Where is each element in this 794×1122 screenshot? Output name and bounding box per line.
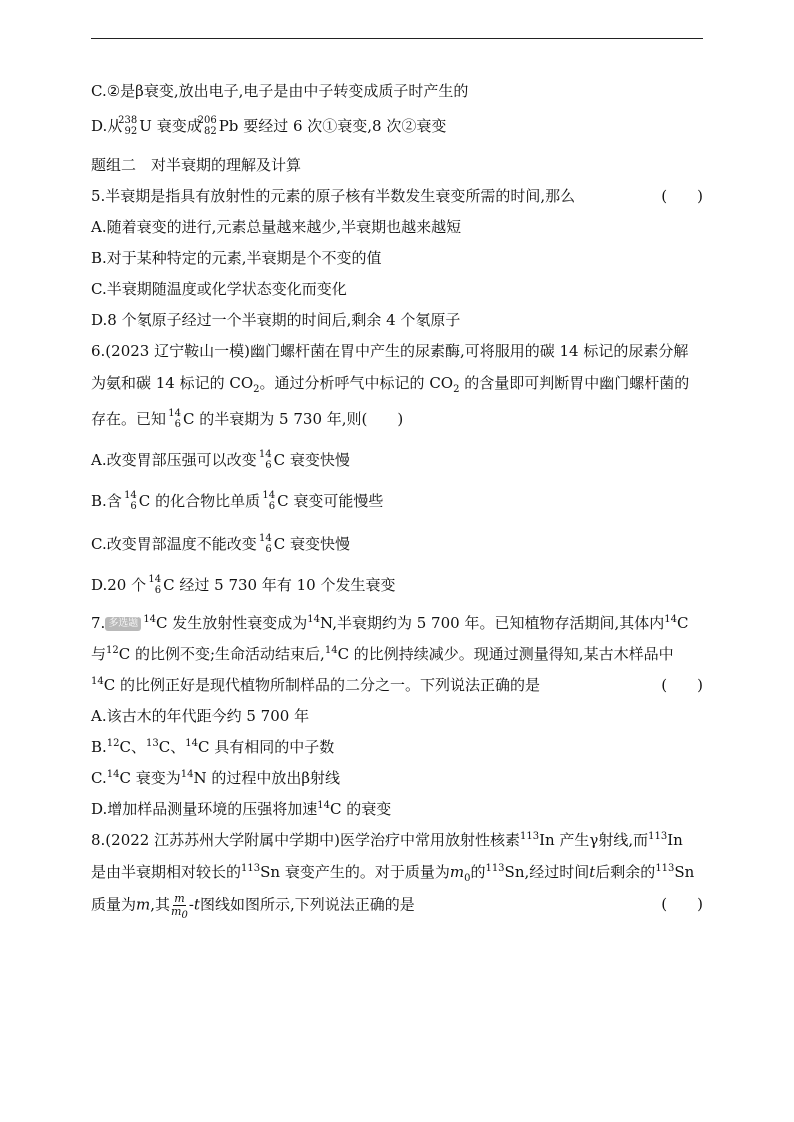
multi-choice-tag: 多选题 (105, 617, 141, 631)
q6-stem-line1: 6.(2023 辽宁鞍山一模)幽门螺杆菌在胃中产生的尿素酶,可将服用的碳 14 标记的尿素分解 (91, 342, 689, 360)
nuclide-u238: 238 92 (118, 115, 138, 137)
q7-stem-line3: $^{14}$C 的比例正好是现代植物所制样品的二分之一。下列说法正确的是 ( ) (91, 676, 703, 694)
group-heading: 题组二 对半衰期的理解及计算 (91, 156, 302, 174)
q7-option-d: D.增加样品测量环境的压强将加速$^{14}$C 的衰变 (91, 800, 392, 818)
nuclide-c14: 14 6 (258, 449, 272, 471)
q7-option-b: B.$^{12}$C、$^{13}$C、$^{14}$C 具有相同的中子数 (91, 738, 335, 756)
nuclide-c14: 14 6 (262, 490, 276, 512)
nuclide-c14: 14 6 (148, 574, 162, 596)
q7-option-a: A.该古木的年代距今约 5 700 年 (91, 707, 310, 725)
q7-stem-line1: 7. 多选题 $^{14}$C 发生放射性衰变成为$^{14}$N,半衰期约为 5 700 年。已知植物存活期间,其体内$^{14}$C (91, 614, 689, 632)
q8-stem-line3: 质量为m,其 $\frac{m}{m_0}$ -t图线如图所示,下列说法正确的是 ( ) (91, 892, 703, 922)
q7-option-c: C.$^{14}$C 衰变为$^{14}$N 的过程中放出β射线 (91, 769, 341, 787)
nuclide-c14: 14 6 (124, 490, 137, 512)
q5-option-d: D.8 个氡原子经过一个半衰期的时间后,剩余 4 个氡原子 (91, 311, 461, 329)
q6-option-b: B.含 14 6 C 的化合物比单质 14 6 C 衰变可能慢些 (91, 490, 384, 512)
nuclide-c14: 14 6 (258, 533, 272, 555)
answer-paren: ( ) (661, 895, 703, 913)
q7-stem-line2: 与$^{12}$C 的比例不变;生命活动结束后,$^{14}$C 的比例持续减少。现通过测量得知,某古木样品中 (91, 645, 674, 663)
q6-stem-line3: 存在。已知 14 6 C 的半衰期为 5 730 年,则( ) (91, 408, 404, 430)
header-rule (91, 38, 703, 39)
answer-paren: ( ) (661, 187, 703, 205)
q8-stem-line2: 是由半衰期相对较长的$^{113}$Sn 衰变产生的。对于质量为$m_0$的$^{113}$Sn,经过时间t后剩余的$^{113}$Sn (91, 863, 695, 884)
q5-option-a: A.随着衰变的进行,元素总量越来越少,半衰期也越来越短 (91, 218, 462, 236)
fraction-m-over-m0: $\frac{m}{m_0}$ (171, 892, 188, 922)
q6-option-c: C.改变胃部温度不能改变 14 6 C 衰变快慢 (91, 533, 350, 555)
q5-option-b: B.对于某种特定的元素,半衰期是个不变的值 (91, 249, 382, 267)
q5-stem: 5.半衰期是指具有放射性的元素的原子核有半数发生衰变所需的时间,那么 ( ) (91, 187, 703, 205)
q6-option-a: A.改变胃部压强可以改变 14 6 C 衰变快慢 (91, 449, 350, 471)
q5-option-c: C.半衰期随温度或化学状态变化而变化 (91, 280, 347, 298)
q4-option-d: D.从 238 92 U 衰变成 206 82 Pb 要经过 6 次①衰变,8 次②衰变 (91, 115, 447, 137)
nuclide-pb206: 206 82 (197, 115, 217, 137)
q6-option-d: D.20 个 14 6 C 经过 5 730 年有 10 个发生衰变 (91, 574, 396, 596)
nuclide-c14: 14 6 (168, 408, 182, 430)
q4-option-c: C.②是β衰变,放出电子,电子是由中子转变成质子时产生的 (91, 82, 469, 100)
answer-paren: ( ) (661, 676, 703, 694)
q8-stem-line1: 8.(2022 江苏苏州大学附属中学期中)医学治疗中常用放射性核素$^{113}$In 产生γ射线,而$^{113}$In (91, 831, 683, 849)
q6-stem-line2: 为氨和碳 14 标记的 $CO_2$。通过分析呼气中标记的 $CO_2$ 的含量即可判断胃中幽门螺杆菌的 (91, 374, 690, 395)
